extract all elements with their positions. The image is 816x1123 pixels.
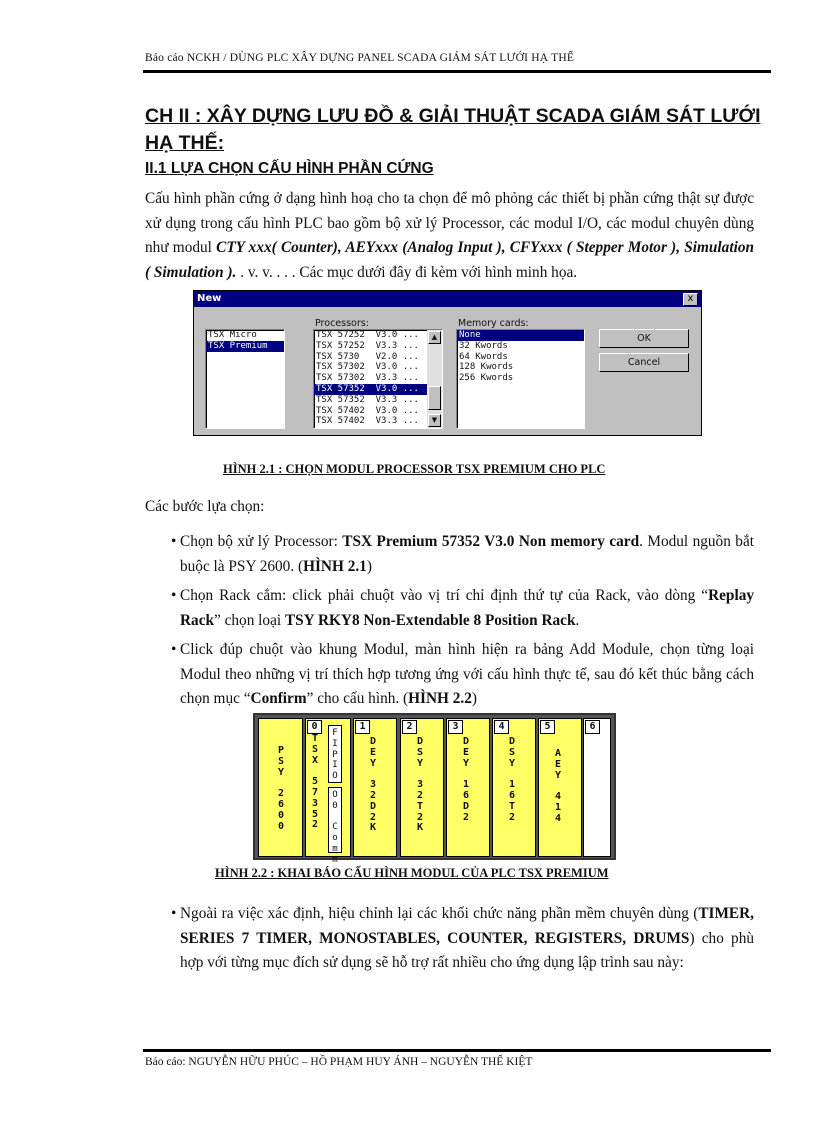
chapter-title: CH II : XÂY DỰNG LƯU ĐỒ & GIẢI THUẬT SCADA GIÁM SÁT LƯỚI HẠ THẾ: — [145, 105, 761, 154]
figure-caption-1: HÌNH 2.1 : CHỌN MODUL PROCESSOR TSX PREMIUM CHO PLC — [223, 462, 606, 476]
steps-list — [145, 530, 754, 717]
processor-option[interactable]: TSX 57402 V3.3 ... — [316, 416, 419, 427]
list-item: • Ngoài ra việc xác định, hiệu chỉnh lại các khối chức năng phần mềm chuyên dùng (TIMER, SERIES 7 TIMER, MONOSTABLES, COUNTER, REGISTERS, DRUMS) cho phù hợp với từng mục đích sử dụng sẽ hỗ trợ rất nhiều cho ứng dụng lập trình sau này: — [171, 905, 755, 971]
module-label: D E Y 3 2 D 2 K — [369, 736, 377, 834]
processor-option[interactable]: TSX 5730 V2.0 ... — [316, 351, 419, 362]
slot-number: 3 — [448, 720, 463, 734]
list-item: • Click đúp chuột vào khung Modul, màn hình hiện ra bảng Add Module, chọn từng loại Modul theo những vị trí thích hợp tương ứng với cấu hình thực tế, sau đó kết thúc bằng cách chọn mục “Confirm” cho cấu hình. (HÌNH 2.2) — [171, 641, 754, 707]
rack-slot-1[interactable] — [353, 718, 397, 857]
memory-option[interactable]: 64 Kwords — [459, 351, 508, 362]
processor-option[interactable]: TSX 57252 V3.0 ... — [316, 330, 419, 340]
processor-option[interactable]: TSX 57302 V3.0 ... — [316, 362, 419, 373]
list-item: • Chọn bộ xử lý Processor: TSX Premium 57352 V3.0 Non memory card. Modul nguồn bắt buộc là PSY 2600. (HÌNH 2.1) — [171, 533, 754, 575]
memory-label: Memory cards: — [458, 318, 529, 329]
page-footer: Báo cáo: NGUYỄN HỮU PHÚC – HỒ PHẠM HUY ÁNH – NGUYỄN THẾ KIỆT — [145, 1056, 533, 1068]
rack-slot-4[interactable] — [492, 718, 536, 857]
rack-slot-5[interactable] — [538, 718, 582, 857]
steps-intro: Các bước lựa chọn: — [145, 498, 265, 515]
processors-list[interactable] — [313, 329, 443, 429]
plc-rack-figure — [253, 713, 616, 865]
fipio-box: F I P I O — [328, 725, 342, 783]
scroll-up-icon[interactable]: ▲ — [428, 331, 441, 344]
slot-number: 2 — [402, 720, 417, 734]
scroll-down-icon[interactable]: ▼ — [428, 414, 441, 427]
module-label: A E Y 4 1 4 — [554, 748, 562, 824]
psy-label: P S Y 2 6 0 0 — [277, 745, 285, 832]
list-item: • Chọn Rack cắm: click phải chuột vào vị trí chỉ định thứ tự của Rack, vào dòng “Replay Rack” chọn loại TSY RKY8 Non-Extendable 8 Position Rack. — [171, 587, 754, 629]
section-title: II.1 LỰA CHỌN CẤU HÌNH PHẦN CỨNG — [145, 160, 434, 177]
module-label: D E Y 1 6 D 2 — [462, 736, 470, 823]
processors-label: Processors: — [315, 318, 369, 329]
processor-option[interactable]: TSX 57302 V3.3 ... — [316, 373, 419, 384]
rack-slot-6[interactable] — [583, 718, 611, 857]
ok-button[interactable]: OK — [599, 329, 689, 348]
cancel-button[interactable]: Cancel — [599, 353, 689, 372]
slot-number: 4 — [494, 720, 509, 734]
scroll-thumb[interactable] — [428, 386, 441, 410]
dialog-title-bar: New — [194, 291, 701, 307]
processor-option[interactable]: TSX 57252 V3.3 ... — [316, 340, 419, 351]
footer-divider — [143, 1049, 771, 1052]
rack-slot-3[interactable] — [446, 718, 490, 857]
memory-list[interactable] — [456, 329, 585, 429]
rack-slot-0[interactable] — [305, 718, 351, 865]
slot-number: 5 — [540, 720, 555, 734]
memory-option[interactable]: 32 Kwords — [459, 340, 508, 351]
family-option[interactable]: TSX Micro — [208, 330, 257, 340]
memory-option[interactable]: 128 Kwords — [459, 362, 514, 373]
intro-paragraph: Cấu hình phần cứng ở dạng hình hoạ cho ta chọn để mô phỏng các thiết bị phần cứng thật sự được xử dụng trong cấu hình PLC bao gồm bộ xử lý Processor, các modul I/O, các modul chuyên dùng như modul CTY xxx( Counter), AEYxxx (Analog Input ), CFYxxx ( Stepper Motor ), Simulation ( Simulation ). . v. v. . . . Các mục dưới đây đi kèm với hình minh họa. — [145, 190, 754, 281]
close-icon[interactable]: x — [683, 293, 698, 306]
page-header: Báo cáo NCKH / DÙNG PLC XÂY DỰNG PANEL SCADA GIÁM SÁT LƯỚI HẠ THẾ — [145, 52, 575, 64]
processor-option[interactable]: TSX 57352 V3.0 ... — [314, 384, 442, 395]
figure-caption-2: HÌNH 2.2 : KHAI BÁO CẤU HÌNH MODUL CỦA PLC TSX PREMIUM — [215, 866, 609, 880]
new-project-dialog — [193, 290, 702, 436]
rack-slot-2[interactable] — [400, 718, 444, 857]
module-label: D S Y 1 6 T 2 — [508, 736, 516, 823]
processors-scrollbar[interactable] — [427, 330, 442, 428]
module-label: D S Y 3 2 T 2 K — [416, 736, 424, 834]
family-option[interactable]: TSX Premium — [206, 341, 284, 352]
slot-number: 0 — [307, 720, 322, 734]
comm-box: O 0 C o m m — [328, 787, 342, 853]
slot-number: 1 — [355, 720, 370, 734]
processor-option[interactable]: TSX 57352 V3.3 ... — [316, 394, 419, 405]
extra-list — [145, 902, 754, 981]
memory-option[interactable]: None — [457, 330, 584, 341]
processor-label: T S X 5 7 3 5 2 — [311, 733, 319, 831]
processor-option[interactable]: TSX 57402 V3.0 ... — [316, 405, 419, 416]
memory-option[interactable]: 256 Kwords — [459, 373, 514, 384]
slot-number: 6 — [585, 720, 600, 734]
header-divider — [143, 70, 771, 73]
rack-slot-psy[interactable] — [258, 718, 303, 857]
family-list[interactable] — [205, 329, 285, 429]
